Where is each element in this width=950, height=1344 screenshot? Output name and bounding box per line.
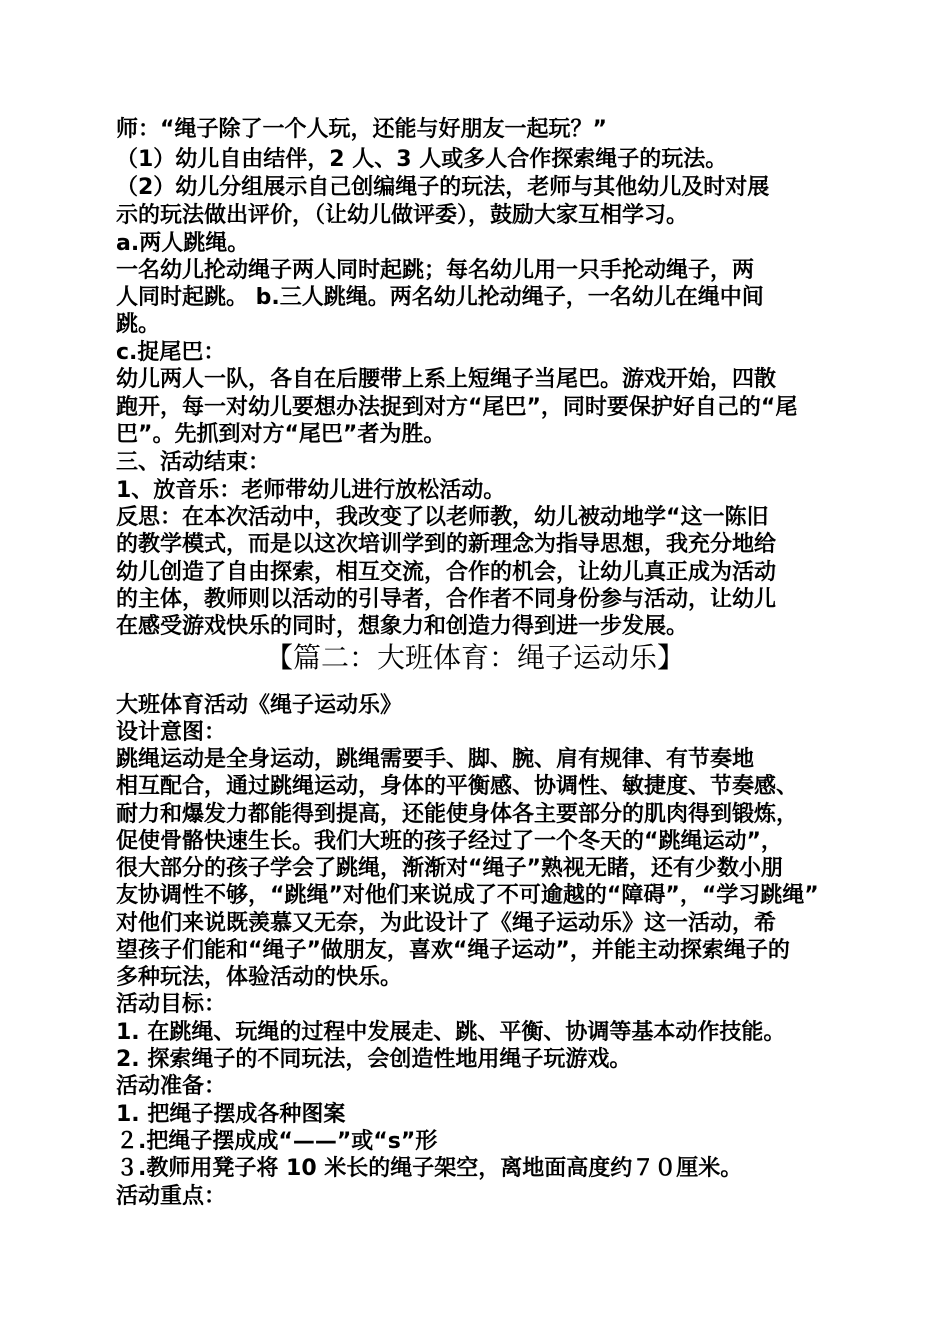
text-line: 促使骨骼快速生长。我们大班的孩子经过了一个冬天的“跳绳运动”，	[116, 829, 783, 854]
text-line: ２.把绳子摆成成“——”或“s”形	[116, 1129, 438, 1154]
text-line: 1、放音乐：老师带幼儿进行放松活动。	[116, 478, 506, 503]
text-line: 的教学模式，而是以这次培训学到的新理念为指导思想，我充分地给	[116, 532, 777, 557]
text-line: 在感受游戏快乐的同时，想象力和创造力得到进一步发展。	[116, 614, 689, 639]
text-line: （2）幼儿分组展示自己创编绳子的玩法，老师与其他幼儿及时对展	[116, 175, 770, 200]
text-line: 跳。	[116, 312, 161, 337]
text-line: 反思：在本次活动中，我改变了以老师教，幼儿被动地学“这一陈旧	[116, 505, 769, 530]
text-line: ３.教师用凳子将 10 米长的绳子架空，离地面高度约７０厘米。	[116, 1156, 743, 1181]
text-line: 相互配合，通过跳绳运动，身体的平衡感、协调性、敏捷度、节奏感、	[116, 774, 799, 799]
text-line: 一名幼儿抡动绳子两人同时起跳；每名幼儿用一只手抡动绳子，两	[116, 258, 755, 283]
text-line: 师：“绳子除了一个人玩，还能与好朋友一起玩？”	[116, 117, 607, 142]
section-title: 【篇二：大班体育：绳子运动乐】	[264, 641, 685, 674]
text-line: 多种玩法，体验活动的快乐。	[116, 965, 403, 990]
text-line: 幼儿创造了自由探索，相互交流，合作的机会，让幼儿真正成为活动	[116, 560, 777, 585]
text-line: 1. 在跳绳、玩绳的过程中发展走、跳、平衡、协调等基本动作技能。	[116, 1020, 786, 1045]
text-line: a.两人跳绳。	[116, 231, 250, 256]
text-line: 望孩子们能和“绳子”做朋友，喜欢“绳子运动”，并能主动探索绳子的	[116, 938, 790, 963]
text-line: 跑开，每一对幼儿要想办法捉到对方“尾巴”，同时要保护好自己的“尾	[116, 395, 798, 420]
text-line: 2. 探索绳子的不同玩法，会创造性地用绳子玩游戏。	[116, 1047, 632, 1072]
text-line: 活动重点：	[116, 1184, 227, 1209]
text-line: 巴”。先抓到对方“尾巴”者为胜。	[116, 422, 446, 447]
text-line: 跳绳运动是全身运动，跳绳需要手、脚、腕、肩有规律、有节奏地	[116, 747, 755, 772]
text-line: 三、活动结束：	[116, 450, 271, 475]
text-line: 很大部分的孩子学会了跳绳，渐渐对“绳子”熟视无睹，还有少数小朋	[116, 856, 783, 881]
text-line: 的主体，教师则以活动的引导者，合作者不同身份参与活动，让幼儿	[116, 587, 777, 612]
text-line: 幼儿两人一队，各自在后腰带上系上短绳子当尾巴。游戏开始，四散	[116, 367, 777, 392]
text-line: 活动目标：	[116, 992, 227, 1017]
text-line: 对他们来说既羡慕又无奈，为此设计了《绳子运动乐》这一活动，希	[116, 911, 777, 936]
text-line: 设计意图：	[116, 720, 227, 745]
text-line: 耐力和爆发力都能得到提高，还能使身体各主要部分的肌肉得到锻炼，	[116, 802, 799, 827]
text-line: 友协调性不够，“跳绳”对他们来说成了不可逾越的“障碍”，“学习跳绳”	[116, 883, 819, 908]
text-line: 1. 把绳子摆成各种图案	[116, 1102, 346, 1127]
text-line: 示的玩法做出评价，（让幼儿做评委），鼓励大家互相学习。	[116, 203, 689, 228]
text-line: 活动准备：	[116, 1074, 227, 1099]
text-line: （1）幼儿自由结伴，2 人、3 人或多人合作探索绳子的玩法。	[116, 147, 728, 172]
text-line: c.捉尾巴：	[116, 340, 226, 365]
text-line: 大班体育活动《绳子运动乐》	[116, 693, 403, 718]
text-line: 人同时起跳。 b.三人跳绳。两名幼儿抡动绳子，一名幼儿在绳中间	[116, 285, 764, 310]
